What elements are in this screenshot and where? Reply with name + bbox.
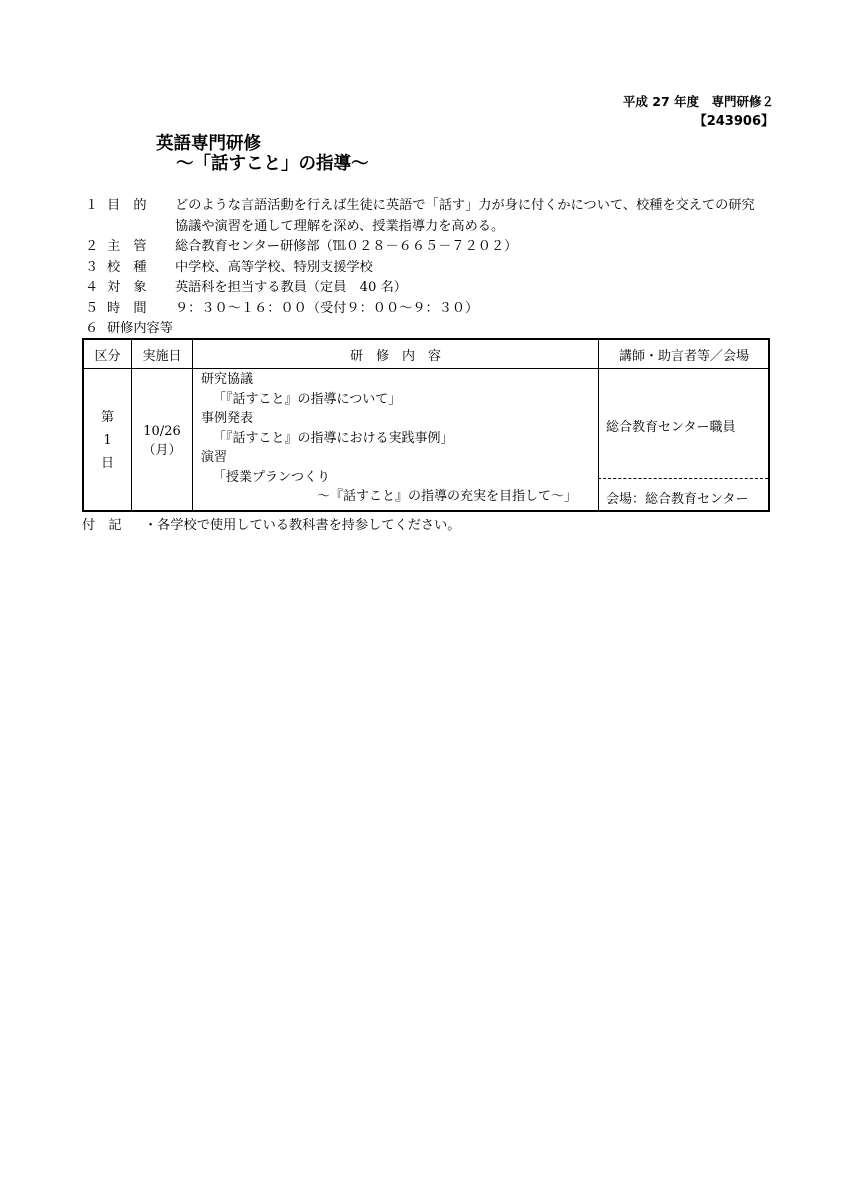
header-content: 研 修 内 容 [349,349,441,364]
venue: 会場：総合教育センター [606,492,749,507]
item-number: ５ [85,300,99,316]
item-value: 協議や演習を通して理解を深め、授業指導力を高める。 [175,218,505,234]
schedule-table [82,338,770,512]
content-line: 事例発表 [201,411,254,426]
content-line: 「授業プランつくり [213,469,331,485]
content-line: 「『話すこと』の指導における実践事例」 [213,430,454,446]
lecturer-name: 総合教育センター職員 [606,420,736,435]
item-label: 主 管 [107,239,147,254]
item-contents [85,319,780,340]
item-organizer [85,237,780,258]
course-details [85,196,780,340]
item-value: 中学校、高等学校、特別支援学校 [175,259,373,275]
content-line: 研究協議 [201,372,254,387]
session-content [201,370,596,507]
item-target [85,278,780,299]
item-purpose [85,196,780,237]
item-value: ９：３０～１６：００（受付９：００～９：３０） [175,300,479,316]
item-school-type [85,258,780,279]
day-label: 第 1 日 [100,410,114,471]
item-value: 総合教育センター研修部（℡０２８－６６５－７２０２） [175,239,518,254]
header-date: 実施日 [142,349,182,364]
item-number: ６ [85,321,99,336]
item-value: どのような言語活動を行えば生徒に英語で「話す」力が身に付くかについて、校種を交えての研究 [175,198,755,213]
item-number: ３ [85,259,99,275]
note-text: ・各学校で使用している教科書を持参してください。 [144,518,461,533]
note [82,514,461,533]
content-line: 演習 [201,450,228,465]
item-number: ４ [85,280,99,295]
item-label: 対 象 [107,280,147,295]
item-label: 研修内容等 [107,321,173,336]
course-subtitle: ～「話すこと」の指導～ [176,154,369,174]
course-title: 英語専門研修 [156,134,261,154]
item-label: 時 間 [107,300,147,316]
item-label: 校 種 [107,259,147,275]
fiscal-year-label: 平成 27 年度 専門研修２ [622,94,774,109]
content-line: ～『話すこと』の指導の充実を目指して～」 [317,489,578,504]
session-date: 10/26 （月） [142,424,182,458]
item-value: 英語科を担当する教員（定員 40 名） [175,280,407,295]
item-label: 目 的 [107,198,147,213]
item-number: ２ [85,239,99,254]
item-time [85,299,780,320]
note-label: 付 記 [82,518,122,533]
venue-divider [598,478,768,479]
item-number: １ [85,198,99,213]
content-line: 「『話すこと』の指導について」 [213,391,402,407]
header-kubun: 区分 [94,349,121,364]
header-lecturer: 講師・助言者等／会場 [618,349,749,364]
course-code: 【243906】 [693,114,774,129]
